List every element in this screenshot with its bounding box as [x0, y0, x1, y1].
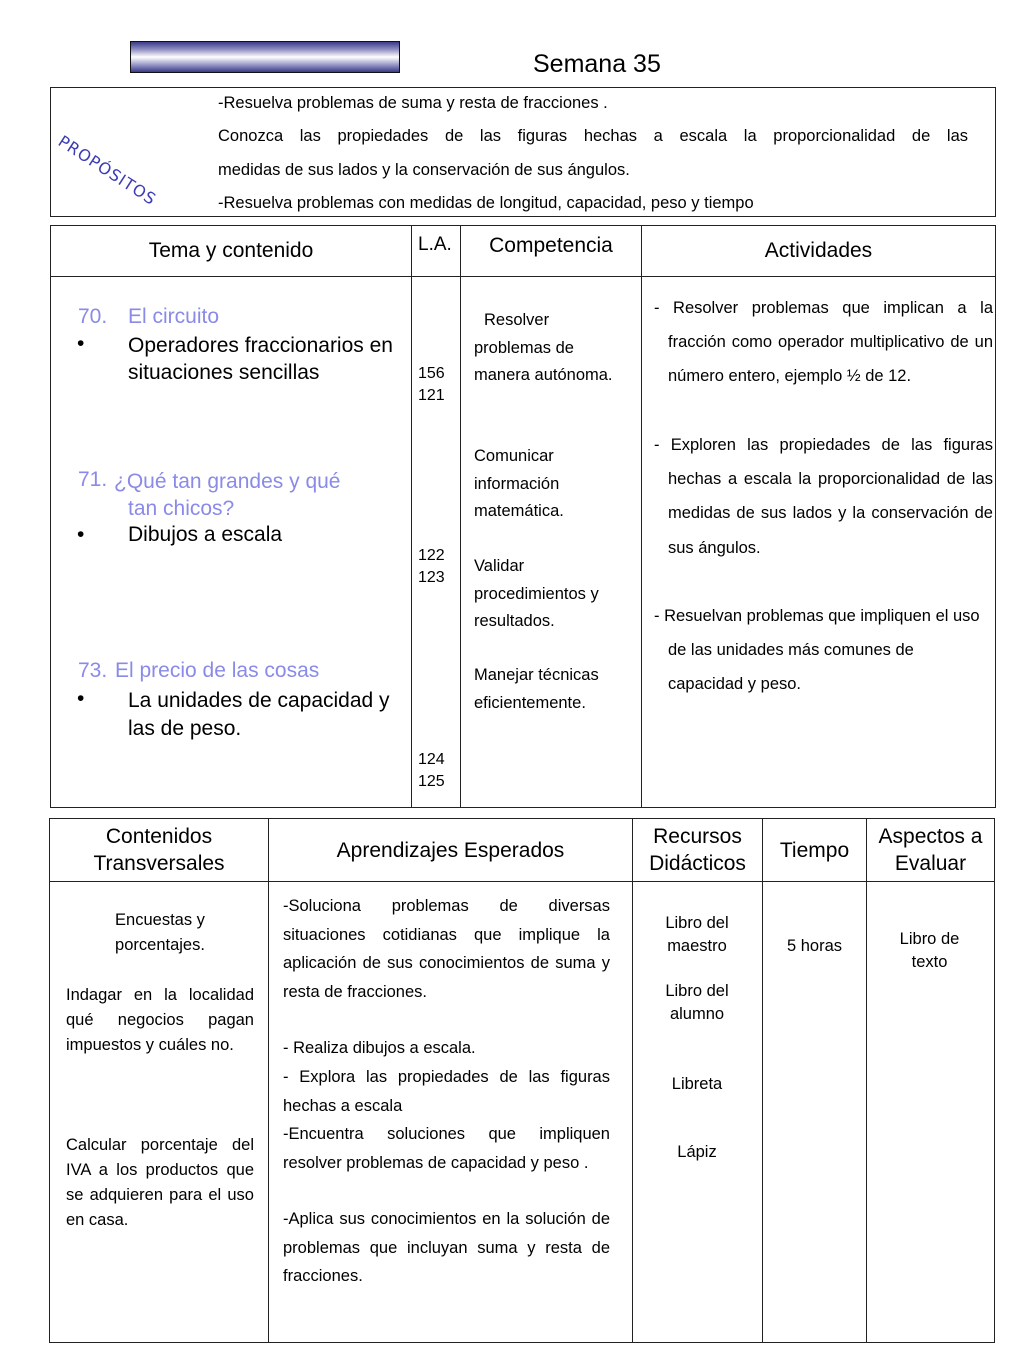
topic-number: 71.: [78, 468, 108, 491]
la-cell: [412, 277, 461, 808]
actividad-item: - Exploren las propiedades de las figuras hechas a escala la proporcionalidad de las medidas de sus lados y la conservación de sus ángulos.: [654, 436, 993, 557]
bullet-icon: •: [77, 332, 85, 355]
header-banner: [130, 41, 400, 73]
topic-number: 70.: [78, 305, 108, 328]
aprendizaje-item: - Explora las propiedades de las figuras hechas a escala: [283, 1068, 610, 1115]
detail-table-row: [50, 882, 995, 1343]
competencia-item: Comunicar información matemática.: [474, 447, 564, 520]
aprendizaje-item: -Encuentra soluciones que impliquen resolver problemas de capacidad y peso .: [283, 1125, 610, 1172]
purpose-line-1: -Resuelva problemas de suma y resta de fracciones .: [218, 94, 608, 112]
actividad-item: - Resuelvan problemas que impliquen el uso de las unidades más comunes de capacidad y peso.: [654, 607, 980, 694]
actividad-item: - Resolver problemas que implican a la fracción como operador multiplicativo de un número entero, ejemplo ½ de 12.: [654, 299, 993, 386]
header-actividades: Actividades: [642, 226, 996, 277]
bullet-icon: •: [77, 523, 85, 546]
detail-table-header: [50, 819, 995, 882]
topic-title-text: ¿Qué tan grandes y qué tan chicos?: [114, 470, 341, 520]
purpose-line-3: medidas de sus lados y la conservación de sus ángulos.: [218, 161, 630, 179]
header-competencia: Competencia: [461, 226, 642, 277]
header-recursos: Recursos Didácticos: [633, 819, 763, 882]
header-la: L.A.: [412, 226, 461, 277]
actividades-cell: [642, 277, 996, 808]
tiempo-value: 5 horas: [786, 937, 843, 955]
detail-table: [49, 818, 995, 1343]
aprendizaje-item: - Realiza dibujos a escala.: [283, 1039, 476, 1057]
la-page: 156: [418, 365, 445, 382]
recurso-item: Libro del alumno: [665, 982, 729, 1023]
contenidos-title: Encuestas y porcentajes.: [115, 911, 205, 954]
competencia-item: Manejar técnicas eficientemente.: [474, 666, 599, 712]
plan-table-row: [51, 277, 996, 808]
recurso-item: Libreta: [671, 1075, 723, 1093]
purpose-line-2: Conozca las propiedades de las figuras hechas a escala la proporcionalidad de las: [218, 127, 968, 145]
la-page: 122: [418, 547, 445, 564]
tiempo-cell: [763, 882, 867, 1343]
competencia-item: Resolver problemas de manera autónoma.: [474, 311, 613, 384]
purposes-stamp: PROPÓSITOS: [54, 131, 160, 210]
aspectos-cell: [867, 882, 995, 1343]
aspectos-value: Libro de texto: [899, 930, 960, 971]
plan-table: [50, 225, 996, 808]
topic-bullet: Operadores fraccionarios en situaciones sencillas: [128, 334, 393, 384]
la-page: 125: [418, 773, 445, 790]
header-aprendizajes: Aprendizajes Esperados: [269, 819, 633, 882]
topic-title: [114, 468, 364, 522]
week-title: Semana 35: [533, 50, 661, 78]
aprendizajes-cell: [269, 882, 633, 1343]
header-tiempo: Tiempo: [763, 819, 867, 882]
header-aspectos: Aspectos a Evaluar: [867, 819, 995, 882]
header-tema: Tema y contenido: [51, 226, 412, 277]
competencia-item: Validar procedimientos y resultados.: [474, 557, 599, 630]
purpose-line-4: -Resuelva problemas con medidas de longitud, capacidad, peso y tiempo: [218, 194, 754, 212]
topic-number: 73.: [78, 659, 108, 682]
contenidos-paragraph: Calcular porcentaje del IVA a los productos que se adquieren para el uso en casa.: [66, 1136, 254, 1229]
aprendizaje-item: -Soluciona problemas de diversas situaciones cotidianas que implique la aplicación de sus conocimientos de suma y resta de fracciones.: [283, 897, 610, 1001]
competencia-cell: [461, 277, 642, 808]
header-contenidos: Contenidos Transversales: [50, 819, 269, 882]
bullet-icon: •: [77, 687, 85, 710]
aprendizaje-item: -Aplica sus conocimientos en la solución de problemas que incluyan suma y resta de fracciones.: [283, 1210, 610, 1285]
topic-bullet: Dibujos a escala: [128, 523, 283, 546]
la-page: 121: [418, 387, 445, 404]
topic-bullet: La unidades de capacidad y las de peso.: [128, 689, 390, 740]
topic-title: El circuito: [128, 305, 220, 328]
contenidos-cell: [50, 882, 269, 1343]
tema-cell: [51, 277, 412, 808]
la-page: 124: [418, 751, 445, 768]
recurso-item: Libro del maestro: [665, 914, 729, 955]
contenidos-paragraph: Indagar en la localidad qué negocios pagan impuestos y cuáles no.: [66, 986, 254, 1054]
recursos-cell: [633, 882, 763, 1343]
recurso-item: Lápiz: [677, 1143, 717, 1161]
plan-table-header: [51, 226, 996, 277]
la-page: 123: [418, 569, 445, 586]
topic-title: El precio de las cosas: [115, 659, 320, 682]
